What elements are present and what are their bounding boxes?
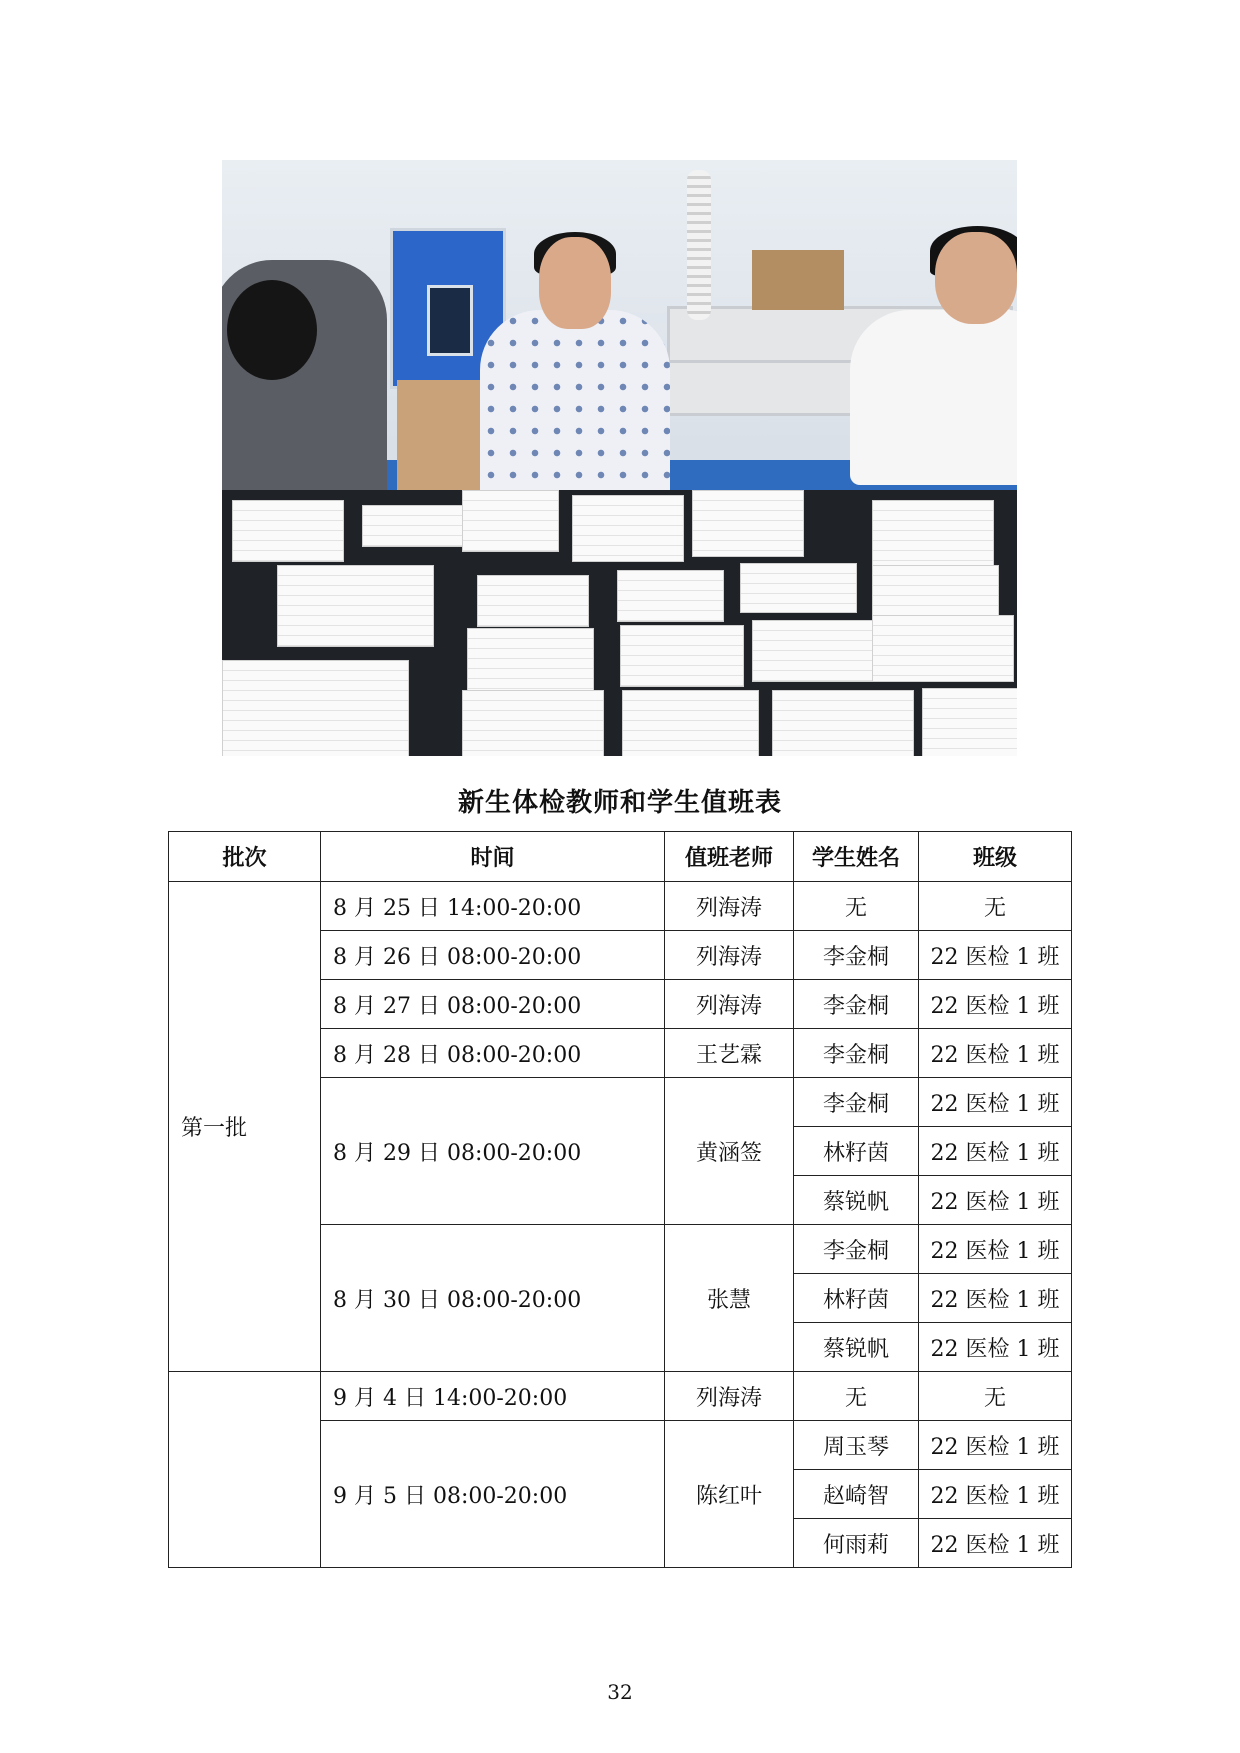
student-cell: 林籽茵 (794, 1127, 919, 1176)
teacher-cell: 陈红叶 (665, 1421, 794, 1568)
student-cell: 李金桐 (794, 1029, 919, 1078)
student-cell: 李金桐 (794, 1078, 919, 1127)
class-cell: 22 医检 1 班 (919, 1078, 1072, 1127)
header-student: 学生姓名 (794, 832, 919, 882)
class-cell: 22 医检 1 班 (919, 1519, 1072, 1568)
table-header-row (169, 832, 1072, 882)
student-cell: 蔡锐帆 (794, 1323, 919, 1372)
header-teacher: 值班老师 (665, 832, 794, 882)
time-cell: 8 月 30 日 08:00-20:00 (321, 1225, 665, 1372)
student-cell: 李金桐 (794, 1225, 919, 1274)
header-time: 时间 (321, 832, 665, 882)
student-cell: 无 (794, 882, 919, 931)
class-cell: 22 医检 1 班 (919, 1127, 1072, 1176)
student-cell: 林籽茵 (794, 1274, 919, 1323)
student-cell: 蔡锐帆 (794, 1176, 919, 1225)
table-row (169, 882, 1072, 931)
teacher-cell: 列海涛 (665, 1372, 794, 1421)
photo-staff-sorting-medical-forms (222, 160, 1017, 756)
time-cell: 8 月 27 日 08:00-20:00 (321, 980, 665, 1029)
page-number: 32 (607, 1680, 633, 1704)
time-cell: 8 月 25 日 14:00-20:00 (321, 882, 665, 931)
time-cell: 9 月 5 日 08:00-20:00 (321, 1421, 665, 1568)
header-class: 班级 (919, 832, 1072, 882)
time-cell: 9 月 4 日 14:00-20:00 (321, 1372, 665, 1421)
batch-cell: 第一批 (169, 882, 321, 1372)
teacher-cell: 黄涵签 (665, 1078, 794, 1225)
time-cell: 8 月 26 日 08:00-20:00 (321, 931, 665, 980)
student-cell: 无 (794, 1372, 919, 1421)
class-cell: 22 医检 1 班 (919, 1176, 1072, 1225)
class-cell: 22 医检 1 班 (919, 1029, 1072, 1078)
teacher-cell: 张慧 (665, 1225, 794, 1372)
class-cell: 22 医检 1 班 (919, 980, 1072, 1029)
table-row (169, 1372, 1072, 1421)
batch-cell (169, 1372, 321, 1568)
table-title: 新生体检教师和学生值班表 (457, 788, 782, 818)
student-cell: 李金桐 (794, 931, 919, 980)
header-batch: 批次 (169, 832, 321, 882)
time-cell: 8 月 29 日 08:00-20:00 (321, 1078, 665, 1225)
student-cell: 何雨莉 (794, 1519, 919, 1568)
class-cell: 无 (919, 1372, 1072, 1421)
teacher-cell: 王艺霖 (665, 1029, 794, 1078)
class-cell: 22 医检 1 班 (919, 1470, 1072, 1519)
class-cell: 无 (919, 882, 1072, 931)
class-cell: 22 医检 1 班 (919, 1421, 1072, 1470)
student-cell: 赵崎智 (794, 1470, 919, 1519)
student-cell: 李金桐 (794, 980, 919, 1029)
student-cell: 周玉琴 (794, 1421, 919, 1470)
duty-roster-table (168, 831, 1072, 1568)
class-cell: 22 医检 1 班 (919, 931, 1072, 980)
class-cell: 22 医检 1 班 (919, 1225, 1072, 1274)
class-cell: 22 医检 1 班 (919, 1274, 1072, 1323)
class-cell: 22 医检 1 班 (919, 1323, 1072, 1372)
teacher-cell: 列海涛 (665, 882, 794, 931)
teacher-cell: 列海涛 (665, 980, 794, 1029)
time-cell: 8 月 28 日 08:00-20:00 (321, 1029, 665, 1078)
teacher-cell: 列海涛 (665, 931, 794, 980)
